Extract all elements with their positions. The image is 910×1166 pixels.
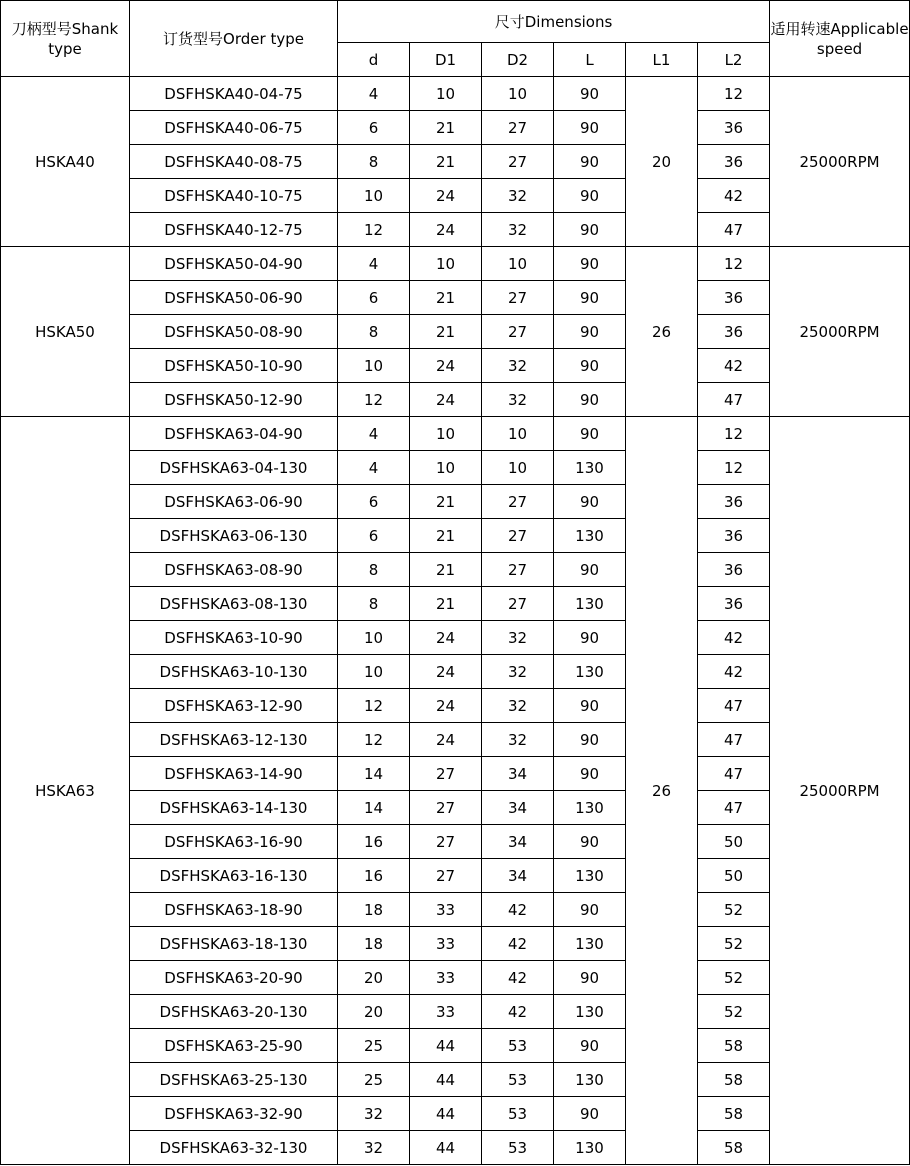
dim-d2-cell: 32 (482, 723, 554, 757)
order-type-cell: DSFHSKA40-04-75 (130, 77, 338, 111)
header-dim-d2: D2 (482, 43, 554, 77)
dim-d1-cell: 21 (410, 281, 482, 315)
dim-l2-cell: 42 (698, 179, 770, 213)
dim-d2-cell: 27 (482, 519, 554, 553)
dim-l2-cell: 36 (698, 553, 770, 587)
dim-d2-cell: 10 (482, 247, 554, 281)
dim-l1-cell: 26 (626, 417, 698, 1165)
order-type-cell: DSFHSKA63-20-90 (130, 961, 338, 995)
order-type-cell: DSFHSKA63-25-130 (130, 1063, 338, 1097)
dim-d-cell: 20 (338, 961, 410, 995)
dim-d2-cell: 32 (482, 383, 554, 417)
dim-l-cell: 90 (554, 349, 626, 383)
order-type-cell: DSFHSKA63-04-90 (130, 417, 338, 451)
dim-l-cell: 90 (554, 77, 626, 111)
dim-d1-cell: 24 (410, 723, 482, 757)
dim-l-cell: 90 (554, 621, 626, 655)
order-type-cell: DSFHSKA63-16-130 (130, 859, 338, 893)
dim-l2-cell: 58 (698, 1131, 770, 1165)
dim-l2-cell: 36 (698, 315, 770, 349)
dim-d1-cell: 44 (410, 1063, 482, 1097)
order-type-cell: DSFHSKA63-32-90 (130, 1097, 338, 1131)
dim-d1-cell: 44 (410, 1029, 482, 1063)
dim-d1-cell: 33 (410, 893, 482, 927)
dim-d1-cell: 27 (410, 757, 482, 791)
header-dim-l2: L2 (698, 43, 770, 77)
dim-l-cell: 90 (554, 1029, 626, 1063)
header-row-top (1, 1, 910, 43)
dim-l2-cell: 36 (698, 587, 770, 621)
dim-d1-cell: 10 (410, 417, 482, 451)
dim-d2-cell: 32 (482, 213, 554, 247)
dim-d1-cell: 27 (410, 859, 482, 893)
dim-l-cell: 90 (554, 961, 626, 995)
dim-d-cell: 25 (338, 1063, 410, 1097)
dim-l2-cell: 36 (698, 281, 770, 315)
dim-d2-cell: 53 (482, 1029, 554, 1063)
dim-d1-cell: 21 (410, 145, 482, 179)
dim-d-cell: 14 (338, 791, 410, 825)
dim-d-cell: 10 (338, 179, 410, 213)
dim-d1-cell: 21 (410, 587, 482, 621)
dim-l2-cell: 47 (698, 213, 770, 247)
dim-d1-cell: 27 (410, 791, 482, 825)
dim-d-cell: 16 (338, 825, 410, 859)
dim-d2-cell: 53 (482, 1131, 554, 1165)
dim-d2-cell: 32 (482, 655, 554, 689)
header-dimensions: 尺寸Dimensions (338, 1, 770, 43)
order-type-cell: DSFHSKA40-08-75 (130, 145, 338, 179)
dim-l-cell: 90 (554, 485, 626, 519)
order-type-cell: DSFHSKA63-06-90 (130, 485, 338, 519)
dim-d-cell: 12 (338, 723, 410, 757)
order-type-cell: DSFHSKA63-18-130 (130, 927, 338, 961)
dim-d1-cell: 44 (410, 1131, 482, 1165)
dim-l2-cell: 52 (698, 995, 770, 1029)
dim-d2-cell: 27 (482, 587, 554, 621)
dim-l2-cell: 47 (698, 791, 770, 825)
dim-l-cell: 130 (554, 451, 626, 485)
header-applicable-speed: 适用转速Applicable speed (770, 1, 910, 77)
dim-d1-cell: 27 (410, 825, 482, 859)
order-type-cell: DSFHSKA50-04-90 (130, 247, 338, 281)
dim-l-cell: 90 (554, 757, 626, 791)
dim-l2-cell: 42 (698, 621, 770, 655)
dim-d2-cell: 27 (482, 315, 554, 349)
dim-l-cell: 130 (554, 995, 626, 1029)
dim-d2-cell: 27 (482, 111, 554, 145)
dim-l-cell: 90 (554, 315, 626, 349)
dim-d1-cell: 33 (410, 995, 482, 1029)
shank-type-cell: HSKA40 (1, 77, 130, 247)
dim-l2-cell: 12 (698, 417, 770, 451)
dim-l-cell: 90 (554, 689, 626, 723)
dim-l-cell: 90 (554, 213, 626, 247)
dim-d2-cell: 42 (482, 927, 554, 961)
dim-l2-cell: 47 (698, 723, 770, 757)
dim-l2-cell: 58 (698, 1063, 770, 1097)
dim-l-cell: 90 (554, 247, 626, 281)
order-type-cell: DSFHSKA63-10-90 (130, 621, 338, 655)
dim-l-cell: 90 (554, 281, 626, 315)
dim-d-cell: 25 (338, 1029, 410, 1063)
order-type-cell: DSFHSKA40-06-75 (130, 111, 338, 145)
dim-l-cell: 90 (554, 1097, 626, 1131)
dim-d1-cell: 24 (410, 213, 482, 247)
dim-d2-cell: 32 (482, 179, 554, 213)
order-type-cell: DSFHSKA63-18-90 (130, 893, 338, 927)
dim-l1-cell: 26 (626, 247, 698, 417)
dim-l-cell: 90 (554, 553, 626, 587)
order-type-cell: DSFHSKA63-10-130 (130, 655, 338, 689)
table-row (1, 247, 910, 281)
dim-l2-cell: 47 (698, 383, 770, 417)
dim-l-cell: 90 (554, 825, 626, 859)
dim-d-cell: 16 (338, 859, 410, 893)
dim-d1-cell: 10 (410, 451, 482, 485)
order-type-cell: DSFHSKA50-12-90 (130, 383, 338, 417)
header-order-type: 订货型号Order type (130, 1, 338, 77)
dim-d-cell: 8 (338, 145, 410, 179)
dim-l-cell: 90 (554, 893, 626, 927)
dim-d-cell: 10 (338, 349, 410, 383)
order-type-cell: DSFHSKA50-10-90 (130, 349, 338, 383)
table-body (1, 1, 910, 1165)
dim-d-cell: 14 (338, 757, 410, 791)
dim-d-cell: 8 (338, 553, 410, 587)
dim-l2-cell: 47 (698, 757, 770, 791)
table-row (1, 417, 910, 451)
order-type-cell: DSFHSKA63-14-130 (130, 791, 338, 825)
dim-l2-cell: 58 (698, 1097, 770, 1131)
dim-d-cell: 6 (338, 111, 410, 145)
dim-l-cell: 90 (554, 417, 626, 451)
dim-d-cell: 4 (338, 77, 410, 111)
dim-l-cell: 130 (554, 927, 626, 961)
header-dim-l: L (554, 43, 626, 77)
shank-type-cell: HSKA63 (1, 417, 130, 1165)
dim-d2-cell: 27 (482, 145, 554, 179)
dim-l-cell: 130 (554, 519, 626, 553)
dim-d1-cell: 21 (410, 485, 482, 519)
dim-l-cell: 90 (554, 179, 626, 213)
dim-d1-cell: 21 (410, 315, 482, 349)
dim-d-cell: 10 (338, 655, 410, 689)
order-type-cell: DSFHSKA63-06-130 (130, 519, 338, 553)
dim-d1-cell: 21 (410, 111, 482, 145)
dim-d2-cell: 34 (482, 825, 554, 859)
dim-l2-cell: 47 (698, 689, 770, 723)
dim-d1-cell: 21 (410, 519, 482, 553)
dim-d2-cell: 53 (482, 1063, 554, 1097)
dim-l-cell: 130 (554, 791, 626, 825)
dim-l2-cell: 42 (698, 655, 770, 689)
dim-d2-cell: 34 (482, 859, 554, 893)
dim-d-cell: 6 (338, 519, 410, 553)
header-shank-type: 刀柄型号Shank type (1, 1, 130, 77)
dim-l-cell: 130 (554, 587, 626, 621)
dim-d2-cell: 10 (482, 417, 554, 451)
order-type-cell: DSFHSKA63-04-130 (130, 451, 338, 485)
order-type-cell: DSFHSKA63-25-90 (130, 1029, 338, 1063)
dim-d1-cell: 24 (410, 349, 482, 383)
dim-l2-cell: 12 (698, 77, 770, 111)
order-type-cell: DSFHSKA63-12-130 (130, 723, 338, 757)
dim-d2-cell: 53 (482, 1097, 554, 1131)
header-dim-l1: L1 (626, 43, 698, 77)
dim-d2-cell: 27 (482, 281, 554, 315)
dim-l2-cell: 36 (698, 111, 770, 145)
dim-l2-cell: 50 (698, 825, 770, 859)
dim-d2-cell: 27 (482, 553, 554, 587)
dim-d-cell: 4 (338, 247, 410, 281)
dim-l-cell: 90 (554, 383, 626, 417)
header-dim-d: d (338, 43, 410, 77)
dim-l-cell: 130 (554, 655, 626, 689)
dim-d2-cell: 42 (482, 961, 554, 995)
dim-d2-cell: 32 (482, 349, 554, 383)
dim-l-cell: 90 (554, 111, 626, 145)
dim-d-cell: 18 (338, 927, 410, 961)
dim-d-cell: 4 (338, 451, 410, 485)
order-type-cell: DSFHSKA63-14-90 (130, 757, 338, 791)
dim-d2-cell: 32 (482, 689, 554, 723)
dim-d-cell: 8 (338, 587, 410, 621)
dim-d2-cell: 42 (482, 995, 554, 1029)
dim-l2-cell: 50 (698, 859, 770, 893)
dim-d1-cell: 10 (410, 77, 482, 111)
dim-d-cell: 32 (338, 1131, 410, 1165)
header-dim-d1: D1 (410, 43, 482, 77)
dim-d2-cell: 34 (482, 791, 554, 825)
dim-d1-cell: 21 (410, 553, 482, 587)
dim-l-cell: 90 (554, 145, 626, 179)
dim-d1-cell: 24 (410, 621, 482, 655)
dim-d1-cell: 10 (410, 247, 482, 281)
order-type-cell: DSFHSKA50-06-90 (130, 281, 338, 315)
order-type-cell: DSFHSKA50-08-90 (130, 315, 338, 349)
applicable-speed-cell: 25000RPM (770, 247, 910, 417)
dim-d-cell: 20 (338, 995, 410, 1029)
dim-d2-cell: 42 (482, 893, 554, 927)
order-type-cell: DSFHSKA63-08-90 (130, 553, 338, 587)
dim-d-cell: 4 (338, 417, 410, 451)
dim-l2-cell: 58 (698, 1029, 770, 1063)
dim-d-cell: 10 (338, 621, 410, 655)
dim-d1-cell: 33 (410, 927, 482, 961)
dim-d1-cell: 24 (410, 655, 482, 689)
dim-d1-cell: 24 (410, 383, 482, 417)
dim-d2-cell: 10 (482, 77, 554, 111)
dim-l2-cell: 52 (698, 927, 770, 961)
dim-d1-cell: 24 (410, 689, 482, 723)
dim-l-cell: 130 (554, 1063, 626, 1097)
order-type-cell: DSFHSKA40-10-75 (130, 179, 338, 213)
dim-l-cell: 130 (554, 859, 626, 893)
applicable-speed-cell: 25000RPM (770, 77, 910, 247)
order-type-cell: DSFHSKA63-20-130 (130, 995, 338, 1029)
dim-l2-cell: 52 (698, 893, 770, 927)
order-type-cell: DSFHSKA40-12-75 (130, 213, 338, 247)
dim-d2-cell: 34 (482, 757, 554, 791)
dim-l1-cell: 20 (626, 77, 698, 247)
dim-d-cell: 12 (338, 213, 410, 247)
dim-d-cell: 6 (338, 281, 410, 315)
dim-d1-cell: 33 (410, 961, 482, 995)
order-type-cell: DSFHSKA63-08-130 (130, 587, 338, 621)
dim-l2-cell: 12 (698, 247, 770, 281)
order-type-cell: DSFHSKA63-32-130 (130, 1131, 338, 1165)
dim-d-cell: 12 (338, 689, 410, 723)
dim-d1-cell: 44 (410, 1097, 482, 1131)
dim-d-cell: 18 (338, 893, 410, 927)
shank-type-cell: HSKA50 (1, 247, 130, 417)
dim-l-cell: 130 (554, 1131, 626, 1165)
order-type-cell: DSFHSKA63-16-90 (130, 825, 338, 859)
dim-d-cell: 8 (338, 315, 410, 349)
dim-l2-cell: 36 (698, 145, 770, 179)
dim-d2-cell: 27 (482, 485, 554, 519)
applicable-speed-cell: 25000RPM (770, 417, 910, 1165)
dim-d-cell: 32 (338, 1097, 410, 1131)
order-type-cell: DSFHSKA63-12-90 (130, 689, 338, 723)
dim-l2-cell: 36 (698, 485, 770, 519)
table-row (1, 77, 910, 111)
dim-d-cell: 12 (338, 383, 410, 417)
dim-d2-cell: 10 (482, 451, 554, 485)
dim-d1-cell: 24 (410, 179, 482, 213)
dim-d2-cell: 32 (482, 621, 554, 655)
dim-d-cell: 6 (338, 485, 410, 519)
dim-l2-cell: 52 (698, 961, 770, 995)
dim-l-cell: 90 (554, 723, 626, 757)
dim-l2-cell: 42 (698, 349, 770, 383)
dim-l2-cell: 12 (698, 451, 770, 485)
dim-l2-cell: 36 (698, 519, 770, 553)
